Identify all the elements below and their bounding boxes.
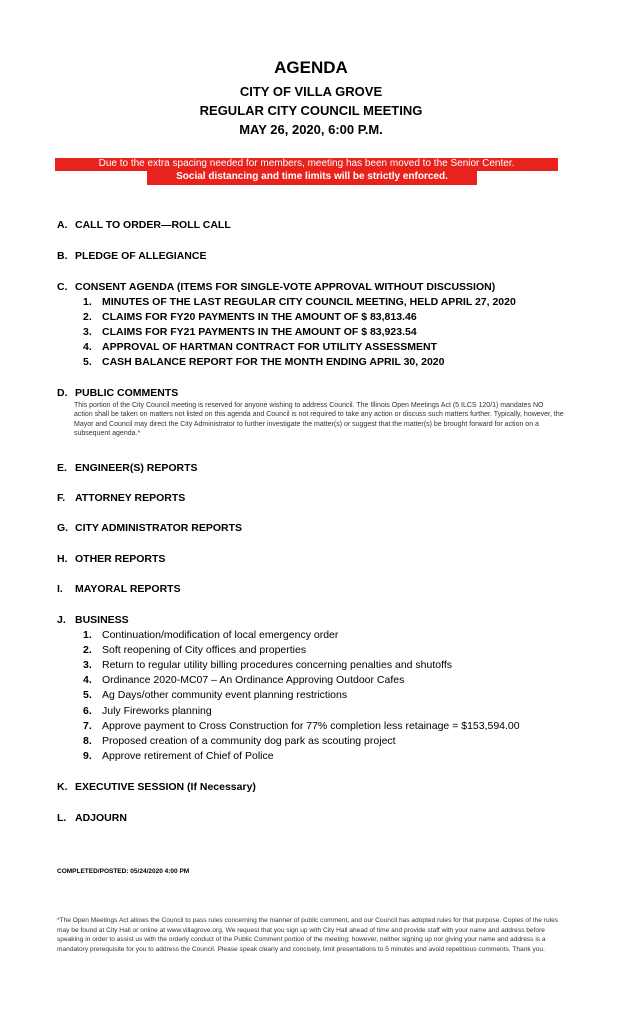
section-k <box>57 781 256 793</box>
section-label: ADJOURN <box>75 812 127 824</box>
section-label: CONSENT AGENDA (ITEMS FOR SINGLE-VOTE APPROVAL WITHOUT DISCUSSION) <box>75 281 496 293</box>
item-number: 5. <box>83 689 92 701</box>
item-text: MINUTES OF THE LAST REGULAR CITY COUNCIL MEETING, HELD APRIL 27, 2020 <box>102 296 516 308</box>
item-number: 5. <box>83 356 92 368</box>
consent-item <box>83 311 417 323</box>
item-number: 1. <box>83 296 92 308</box>
item-text: Proposed creation of a community dog park as scouting project <box>102 735 396 747</box>
section-letter: E. <box>57 462 67 474</box>
section-c <box>57 281 495 293</box>
consent-item <box>83 296 516 308</box>
consent-item <box>83 341 437 353</box>
section-letter: H. <box>57 553 68 565</box>
item-number: 6. <box>83 705 92 717</box>
item-number: 2. <box>83 644 92 656</box>
meeting-name: REGULAR CITY COUNCIL MEETING <box>199 103 423 118</box>
item-number: 3. <box>83 659 92 671</box>
business-item <box>83 705 212 717</box>
section-label: MAYORAL REPORTS <box>75 583 181 595</box>
section-letter: K. <box>57 781 68 793</box>
section-label: ATTORNEY REPORTS <box>75 492 186 504</box>
item-text: APPROVAL OF HARTMAN CONTRACT FOR UTILITY ASSESSMENT <box>102 341 438 353</box>
item-number: 1. <box>83 629 92 641</box>
item-text: Soft reopening of City offices and properties <box>102 644 307 656</box>
public-comments-description: This portion of the City Council meeting is reserved for anyone wishing to address Council. The Illinois Open Meetings Act (5 ILCS 120/1) mandates NO action shall be taken on matters not listed on this agenda and Council is not required to take any action or discuss such matters further. Typically, however, the Mayor and Council may direct the City Administrator to further investigate the matter(s) or suggest that the matter(s) be brought forward for action on a subsequent agenda.* <box>74 402 564 438</box>
business-item <box>83 750 274 762</box>
section-label: OTHER REPORTS <box>75 553 166 565</box>
item-number: 2. <box>83 311 92 323</box>
business-item <box>83 644 306 656</box>
section-label: CALL TO ORDER—ROLL CALL <box>75 219 231 231</box>
posted-timestamp: COMPLETED/POSTED: 05/24/2020 4:00 PM <box>57 868 190 875</box>
section-h <box>57 553 165 565</box>
section-letter: J. <box>57 614 66 626</box>
business-item <box>83 735 396 747</box>
section-letter: F. <box>57 492 66 504</box>
business-item <box>83 720 520 732</box>
item-text: Ordinance 2020-MC07 – An Ordinance Approving Outdoor Cafes <box>102 674 405 686</box>
item-text: Approve payment to Cross Construction for 77% completion less retainage = $153,594.00 <box>102 720 520 732</box>
section-letter: B. <box>57 250 68 262</box>
section-e <box>57 462 198 474</box>
consent-item <box>83 356 444 368</box>
business-item <box>83 689 347 701</box>
footnote: *The Open Meetings Act allows the Council to pass rules concerning the manner of public comment, and our Council has adopted rules for that purpose. Copies of the rules may be found at City Hall or online at www.villagrove.org. We request that you sign up with City Hall ahead of time and provide staff with your name and address before speaking in order to assist us with the orderly conduct of the Public Comment portion of the meeting; however, neither signing up nor giving your name and address is a mandatory prerequisite for you to address the Council. Please speak clearly and concisely, limit presentations to 5 minutes and avoid repetitious comments. Thank you. <box>57 917 559 953</box>
item-number: 7. <box>83 720 92 732</box>
section-d <box>57 387 178 399</box>
item-number: 9. <box>83 750 92 762</box>
section-letter: A. <box>57 219 68 231</box>
notice-banner-line2: Social distancing and time limits will be strictly enforced. <box>147 171 477 185</box>
business-item <box>83 629 338 641</box>
item-text: CLAIMS FOR FY21 PAYMENTS IN THE AMOUNT OF $ 83,923.54 <box>102 326 417 338</box>
section-letter: D. <box>57 387 68 399</box>
item-number: 4. <box>83 341 92 353</box>
section-b <box>57 250 206 262</box>
section-label: ENGINEER(S) REPORTS <box>75 462 198 474</box>
consent-item <box>83 326 417 338</box>
item-text: Approve retirement of Chief of Police <box>102 750 274 762</box>
section-label: EXECUTIVE SESSION (If Necessary) <box>75 781 256 793</box>
item-text: July Fireworks planning <box>102 705 212 717</box>
section-letter: C. <box>57 281 68 293</box>
meeting-date: MAY 26, 2020, 6:00 P.M. <box>239 122 383 137</box>
section-label: PLEDGE OF ALLEGIANCE <box>75 250 207 262</box>
item-text: Continuation/modification of local emergency order <box>102 629 339 641</box>
section-label: BUSINESS <box>75 614 129 626</box>
section-l <box>57 812 127 824</box>
item-text: CLAIMS FOR FY20 PAYMENTS IN THE AMOUNT OF $ 83,813.46 <box>102 311 417 323</box>
business-item <box>83 674 404 686</box>
section-g <box>57 522 242 534</box>
section-i <box>57 583 181 595</box>
item-text: Return to regular utility billing procedures concerning penalties and shutoffs <box>102 659 453 671</box>
business-item <box>83 659 452 671</box>
item-number: 4. <box>83 674 92 686</box>
section-f <box>57 492 185 504</box>
item-text: CASH BALANCE REPORT FOR THE MONTH ENDING APRIL 30, 2020 <box>102 356 445 368</box>
item-text: Ag Days/other community event planning restrictions <box>102 689 348 701</box>
section-j <box>57 614 129 626</box>
city-name: CITY OF VILLA GROVE <box>239 84 383 99</box>
item-number: 8. <box>83 735 92 747</box>
section-label: PUBLIC COMMENTS <box>75 387 179 399</box>
notice-banner-line1: Due to the extra spacing needed for members, meeting has been moved to the Senior Center. <box>55 158 558 171</box>
item-number: 3. <box>83 326 92 338</box>
agenda-title: AGENDA <box>274 58 348 77</box>
section-letter: L. <box>57 812 67 824</box>
section-label: CITY ADMINISTRATOR REPORTS <box>75 522 243 534</box>
section-letter: I. <box>57 583 63 595</box>
section-a <box>57 219 231 231</box>
section-letter: G. <box>57 522 69 534</box>
